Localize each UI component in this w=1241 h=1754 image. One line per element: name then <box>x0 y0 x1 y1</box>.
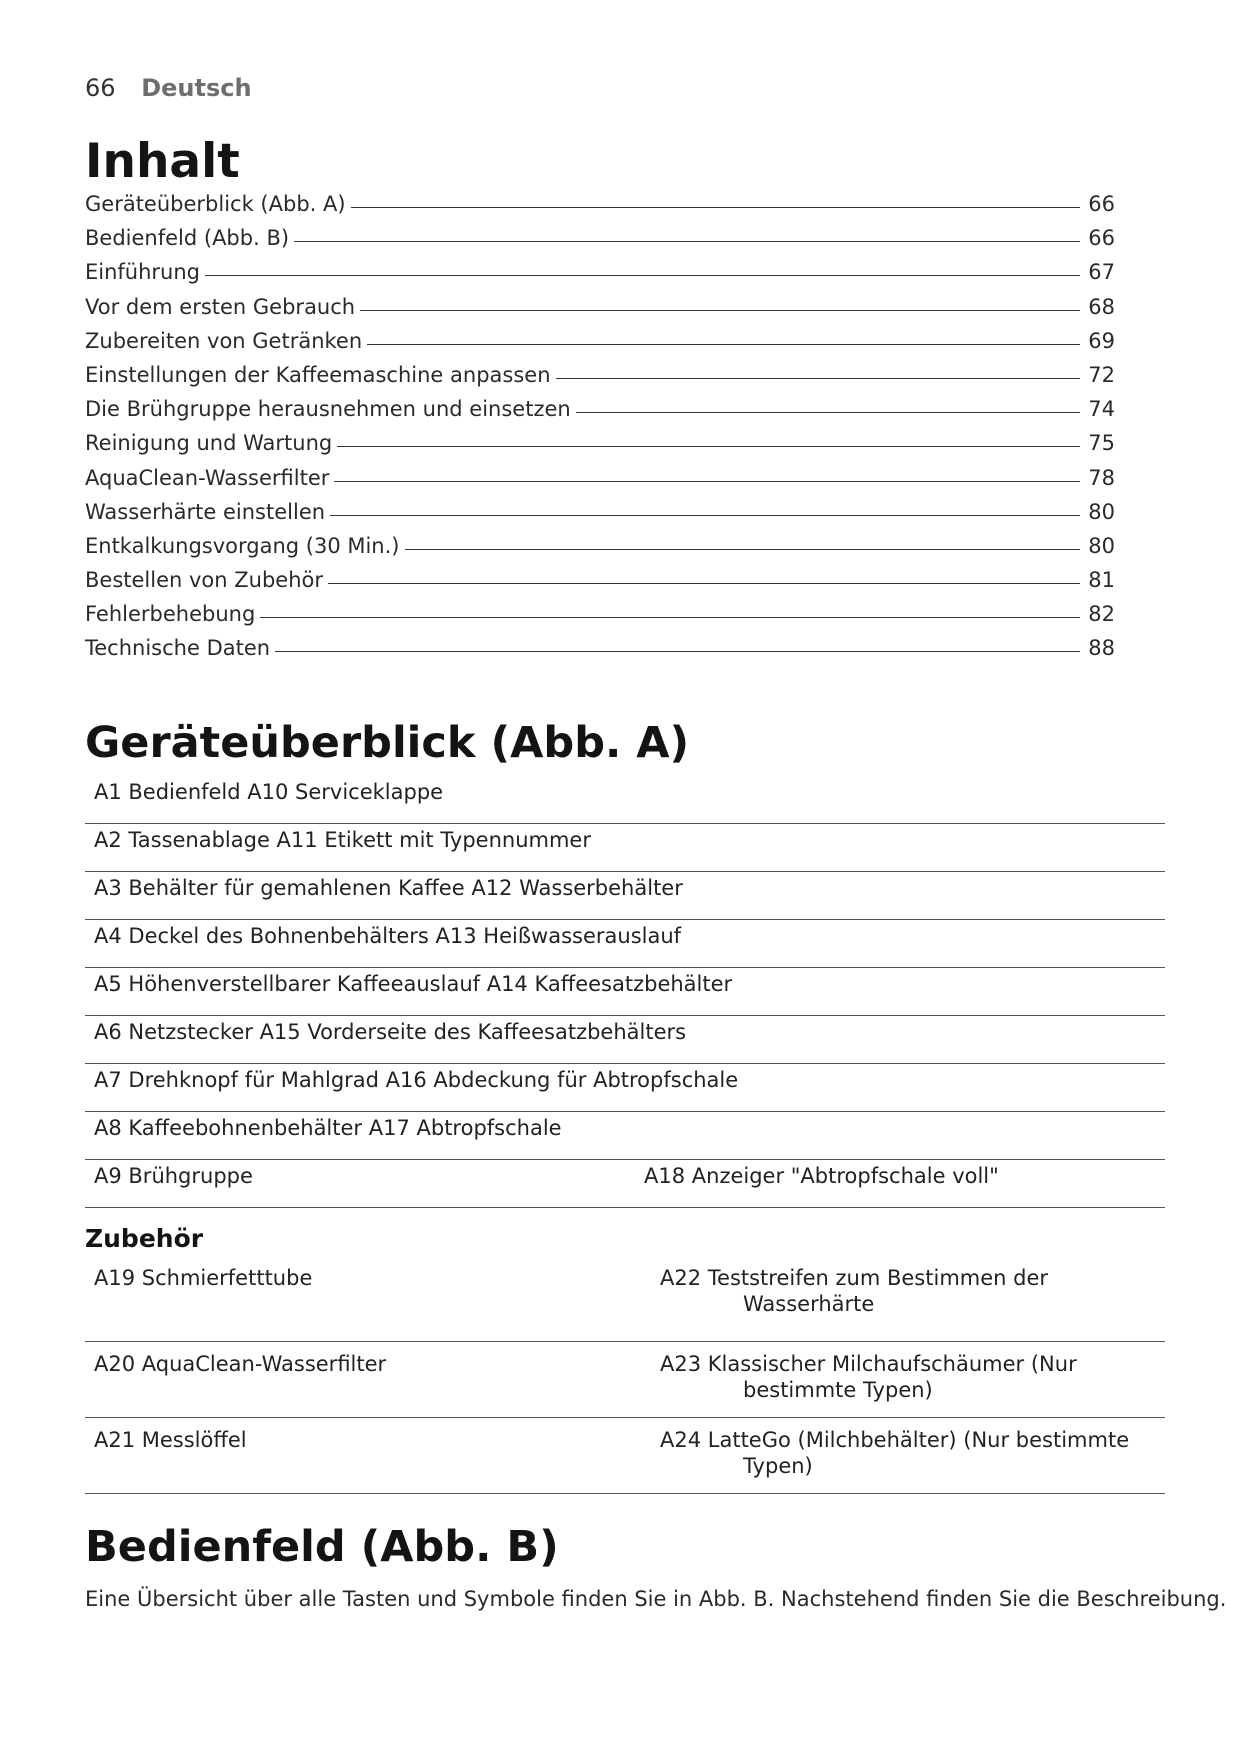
table-row <box>85 1112 1165 1160</box>
table-row <box>85 1016 1165 1064</box>
toc-entry-page: 82 <box>1088 602 1115 627</box>
table-row <box>85 1342 1165 1418</box>
toc-leader <box>260 617 1080 618</box>
toc-entry[interactable] <box>85 568 1115 602</box>
accessory-line-2: Typen) <box>743 1454 813 1478</box>
table-row <box>85 776 1165 824</box>
toc-entry-title: Zubereiten von Getränken <box>85 328 363 353</box>
toc-leader <box>328 583 1080 584</box>
table-row <box>85 968 1165 1016</box>
toc-leader <box>294 241 1080 242</box>
toc-entry-title: Entkalkungsvorgang (30 Min.) <box>85 533 400 558</box>
toc-entry[interactable] <box>85 295 1115 329</box>
toc-entry[interactable] <box>85 397 1115 431</box>
overview-heading: Geräteüberblick (Abb. A) <box>85 718 690 768</box>
toc-leader <box>351 207 1080 208</box>
toc-entry-page: 88 <box>1088 636 1115 661</box>
toc-entry[interactable] <box>85 534 1115 568</box>
toc-entry-title: Einstellungen der Kaffeemaschine anpassen <box>85 362 551 387</box>
toc-entry[interactable] <box>85 226 1115 260</box>
accessories-heading: Zubehör <box>85 1224 204 1253</box>
toc-entry-page: 66 <box>1088 226 1115 251</box>
table-row <box>85 1266 1165 1342</box>
toc-entry[interactable] <box>85 192 1115 226</box>
table-row <box>85 920 1165 968</box>
table-row <box>85 1418 1165 1494</box>
toc-entry-page: 80 <box>1088 533 1115 558</box>
toc-entry[interactable] <box>85 431 1115 465</box>
toc-leader <box>367 344 1080 345</box>
toc-entry[interactable] <box>85 329 1115 363</box>
part-cell: A5 Höhenverstellbarer Kaffeeauslauf A14 Kaffeesatzbehälter <box>94 972 733 996</box>
toc-entry[interactable] <box>85 636 1115 670</box>
toc-entry-page: 78 <box>1088 465 1115 490</box>
toc-leader <box>334 481 1080 482</box>
part-cell: A9 Brühgruppe <box>94 1164 253 1188</box>
toc-leader <box>205 275 1080 276</box>
toc-entry-page: 75 <box>1088 431 1115 456</box>
toc-entry-page: 72 <box>1088 362 1115 387</box>
toc-leader <box>330 515 1080 516</box>
toc-entry-title: Bestellen von Zubehör <box>85 568 323 593</box>
table-row <box>85 1160 1165 1208</box>
part-cell: A1 Bedienfeld A10 Serviceklappe <box>94 780 444 804</box>
part-cell: A7 Drehknopf für Mahlgrad A16 Abdeckung für Abtropfschale <box>94 1068 739 1092</box>
part-cell: A4 Deckel des Bohnenbehälters A13 Heißwasserauslauf <box>94 924 682 948</box>
toc-entry-title: Vor dem ersten Gebrauch <box>85 294 356 319</box>
part-cell: A8 Kaffeebohnenbehälter A17 Abtropfschale <box>94 1116 562 1140</box>
part-cell: A2 Tassenablage A11 Etikett mit Typennummer <box>94 828 591 852</box>
page-number: 66 <box>85 74 116 102</box>
toc-leader <box>360 310 1080 311</box>
toc-entry-page: 80 <box>1088 499 1115 524</box>
control-panel-text: Eine Übersicht über alle Tasten und Symbole finden Sie in Abb. B. Nachstehend finden Sie die Beschreibung. <box>85 1587 1227 1611</box>
toc-entry-title: Technische Daten <box>85 636 271 661</box>
part-cell: A3 Behälter für gemahlenen Kaffee A12 Wasserbehälter <box>94 876 683 900</box>
toc-entry-title: Einführung <box>85 260 201 285</box>
toc-entry-title: Fehlerbehebung <box>85 602 256 627</box>
toc-leader <box>337 446 1080 447</box>
toc-entry-page: 69 <box>1088 328 1115 353</box>
toc-entry[interactable] <box>85 260 1115 294</box>
toc-entry-title: Reinigung und Wartung <box>85 431 333 456</box>
control-panel-heading: Bedienfeld (Abb. B) <box>85 1522 559 1572</box>
accessory-line-1: A24 LatteGo (Milchbehälter) (Nur bestimmte <box>660 1428 1130 1452</box>
toc-entry[interactable] <box>85 602 1115 636</box>
toc-entry[interactable] <box>85 500 1115 534</box>
toc-entry-title: Bedienfeld (Abb. B) <box>85 226 290 251</box>
toc-leader <box>405 549 1081 550</box>
toc-entry-page: 74 <box>1088 397 1115 422</box>
toc-entry[interactable] <box>85 363 1115 397</box>
toc-leader <box>275 651 1080 652</box>
accessory-cell-left: A19 Schmierfetttube <box>94 1266 313 1290</box>
part-cell-right: A18 Anzeiger "Abtropfschale voll" <box>644 1164 999 1188</box>
toc-heading: Inhalt <box>85 134 240 189</box>
toc-entry-page: 81 <box>1088 568 1115 593</box>
toc-entry[interactable] <box>85 466 1115 500</box>
toc-entry-page: 67 <box>1088 260 1115 285</box>
accessory-line-2: bestimmte Typen) <box>743 1378 933 1402</box>
table-row <box>85 1064 1165 1112</box>
table-row <box>85 824 1165 872</box>
accessory-line-1: A22 Teststreifen zum Bestimmen der <box>660 1266 1049 1290</box>
toc-entry-page: 68 <box>1088 294 1115 319</box>
accessory-cell-right <box>660 1428 1140 1478</box>
accessory-cell-right <box>660 1352 1140 1402</box>
toc-entry-page: 66 <box>1088 192 1115 216</box>
part-cell: A6 Netzstecker A15 Vorderseite des Kaffeesatzbehälters <box>94 1020 687 1044</box>
accessory-line-1: A23 Klassischer Milchaufschäumer (Nur <box>660 1352 1077 1376</box>
accessory-cell-left: A21 Messlöffel <box>94 1428 247 1452</box>
accessories-table <box>85 1266 1165 1494</box>
toc-entry-title: AquaClean-Wasserfilter <box>85 465 330 490</box>
parts-table <box>85 776 1165 1208</box>
table-of-contents <box>85 192 1115 671</box>
table-row <box>85 872 1165 920</box>
toc-leader <box>556 378 1080 379</box>
accessory-cell-right <box>660 1266 1140 1316</box>
toc-entry-title: Wasserhärte einstellen <box>85 499 326 524</box>
toc-entry-title: Geräteüberblick (Abb. A) <box>85 192 346 216</box>
accessory-cell-left: A20 AquaClean-Wasserfilter <box>94 1352 387 1376</box>
accessory-line-2: Wasserhärte <box>743 1292 875 1316</box>
toc-entry-title: Die Brühgruppe herausnehmen und einsetzen <box>85 397 571 422</box>
page-language: Deutsch <box>141 74 252 102</box>
toc-leader <box>576 412 1080 413</box>
page-header <box>85 74 252 102</box>
